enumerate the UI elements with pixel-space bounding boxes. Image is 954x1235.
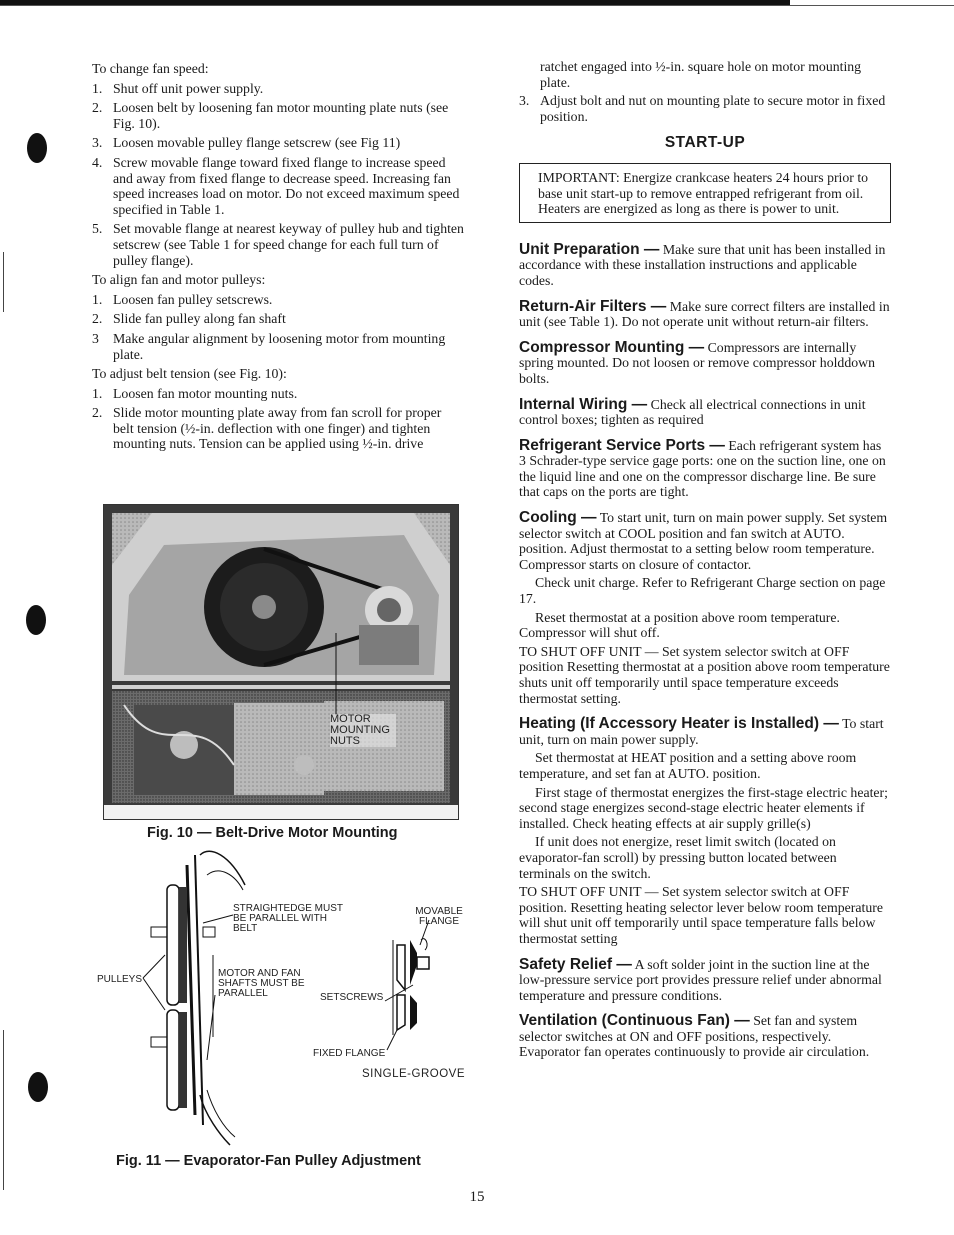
list-item: 1. Shut off unit power supply.: [92, 80, 264, 96]
list-item: 5. Set movable flange at nearest keyway of pulley hub and tighten setscrew (see Table 1 for speed change for each full turn of pulley flange).: [92, 221, 464, 268]
section-compressor-mounting: Compressor Mounting — Compressors are internally spring mounted. Do not loosen or remove compressor holddown bolts.: [519, 338, 875, 386]
heating-paragraph: If unit does not energize, reset limit switch (located on evaporator-fan scroll) by pressing button located between terminals on the switch.: [519, 834, 837, 881]
scan-edge: [3, 252, 4, 312]
movable-flange-label: MOVABLE FLANGE: [415, 906, 463, 927]
heating-shutoff: TO SHUT OFF UNIT — Set system selector switch at OFF position. Resetting heating selector lever below room temperature will shut unit off temporarily until space temperature falls below thermostat setting: [519, 884, 883, 946]
shafts-parallel-label: MOTOR AND FAN SHAFTS MUST BE PARALLEL: [218, 968, 305, 999]
section-safety-relief: Safety Relief — A soft solder joint in the suction line at the low-pressure service port provides pressure relief under abnormal temperature and pressure conditions.: [519, 955, 882, 1003]
section-ventilation: Ventilation (Continuous Fan) — Set fan and system selector switches at ON and OFF positions, respectively. Evaporator fan operates continuously to provide air circulation.: [519, 1012, 870, 1060]
important-notice: IMPORTANT: Energize crankcase heaters 24 hours prior to base unit start-up to remove entrapped refrigerant from oil. Heaters are energized as long as there is power to unit.: [538, 169, 869, 217]
list-item: 2. Slide fan pulley along fan shaft: [92, 311, 286, 327]
fig11-caption: Fig. 11 — Evaporator-Fan Pulley Adjustment: [116, 1153, 421, 1169]
list-item: 2. Loosen belt by loosening fan motor mounting plate nuts (see Fig. 10).: [92, 100, 449, 131]
startup-heading: START-UP: [664, 134, 746, 152]
section-internal-wiring: Internal Wiring — Check all electrical connections in unit control boxes; tighten as required: [519, 395, 866, 428]
binder-hole: [28, 1072, 48, 1102]
section-heating: Heating (If Accessory Heater is Installed) — To start unit, turn on main power supply.: [519, 715, 884, 747]
important-notice-box: [519, 163, 891, 223]
align-intro: To align fan and motor pulleys:: [92, 272, 266, 288]
fig10-photo: [103, 504, 459, 820]
cooling-paragraph: Check unit charge. Refer to Refrigerant Charge section on page 17.: [519, 575, 886, 607]
list-item: 1. Loosen fan motor mounting nuts.: [92, 385, 298, 401]
list-item: 4. Screw movable flange toward fixed flange to increase speed and away from fixed flange to decrease speed. Increasing fan speed increases load on motor. Do not exceed maximum speed specified in Table 1.: [92, 154, 460, 217]
cooling-shutoff: TO SHUT OFF UNIT — Set system selector switch at OFF position Resetting thermostat at a position above room temperature shuts unit off temporarily until space temperature exceeds thermostat setting.: [519, 643, 890, 706]
section-cooling: Cooling — To start unit, turn on main power supply. Set system selector switch at COOL position and fan switch at AUTO. position. Adjust thermostat to a setting below room temperature. Compressor starts on closure of contactor.: [519, 509, 888, 572]
pulleys-label: PULLEYS: [97, 974, 143, 985]
single-groove-pulley-section: [385, 920, 429, 1050]
list-item: 3. Adjust bolt and nut on mounting plate to secure motor in fixed position.: [519, 93, 886, 124]
top-rule-thin: [0, 5, 954, 6]
list-item: 3. Loosen movable pulley flange setscrew (see Fig 11): [92, 135, 401, 151]
binder-hole: [27, 133, 47, 163]
binder-hole: [26, 605, 46, 635]
list-item: 1. Loosen fan pulley setscrews.: [92, 291, 273, 307]
single-groove-label: SINGLE-GROOVE: [362, 1068, 465, 1080]
heating-paragraph: Set thermostat at HEAT position and a setting above room temperature, and set fan at AUTO. position.: [519, 750, 857, 781]
hand-outline: [200, 1095, 230, 1145]
setscrews-label: SETSCREWS: [320, 992, 384, 1003]
fig10-caption: Fig. 10 — Belt-Drive Motor Mounting: [147, 825, 398, 841]
tension-intro: To adjust belt tension (see Fig. 10):: [92, 366, 287, 382]
motor-pulley: [167, 1010, 179, 1110]
fan-speed-intro: To change fan speed:: [92, 61, 209, 76]
belt-drive-photo-illustration: [104, 505, 458, 819]
straightedge-label: STRAIGHTEDGE MUST BE PARALLEL WITH BELT: [233, 903, 343, 934]
list-item: 2. Slide motor mounting plate away from fan scroll for proper belt tension (½-in. deflection with one finger) and tighten mounting nuts. Tension can be applied using ½-in. drive: [92, 405, 442, 452]
continued-step: ratchet engaged into ½-in. square hole on motor mounting plate.: [540, 59, 862, 90]
fixed-flange-label: FIXED FLANGE: [313, 1048, 386, 1059]
page-number: 15: [469, 1189, 485, 1205]
right-column: [519, 59, 891, 1060]
section-return-air-filters: Return-Air Filters — Make sure correct filters are installed in unit (see Table 1). Do not operate unit without return-air filters.: [519, 297, 890, 330]
section-refrigerant-service-ports: Refrigerant Service Ports — Each refrigerant system has 3 Schrader-type service gage ports: one on the suction line, one on the liquid line and one on the compressor discharge line. Be sure that caps on the ports are tight.: [519, 436, 886, 500]
straightedge: [187, 865, 195, 1115]
hand-outline: [200, 851, 245, 885]
heating-paragraph: First stage of thermostat energizes the first-stage electric heater; second stage energizes second-stage electric heater elements if installed. Check heating effects at air supply grille(s): [519, 784, 888, 831]
motor-mounting-nuts-label: MOTOR MOUNTING NUTS: [330, 714, 396, 747]
scan-edge: [3, 1030, 4, 1190]
left-column: [92, 61, 464, 452]
fan-pulley: [167, 885, 179, 1005]
section-unit-preparation: Unit Preparation — Make sure that unit has been installed in accordance with these installation instructions and applicable codes.: [519, 240, 886, 288]
cooling-paragraph: Reset thermostat at a position above room temperature. Compressor will shut off.: [519, 609, 840, 641]
list-item: 3 Make angular alignment by loosening motor from mounting plate.: [92, 330, 446, 362]
